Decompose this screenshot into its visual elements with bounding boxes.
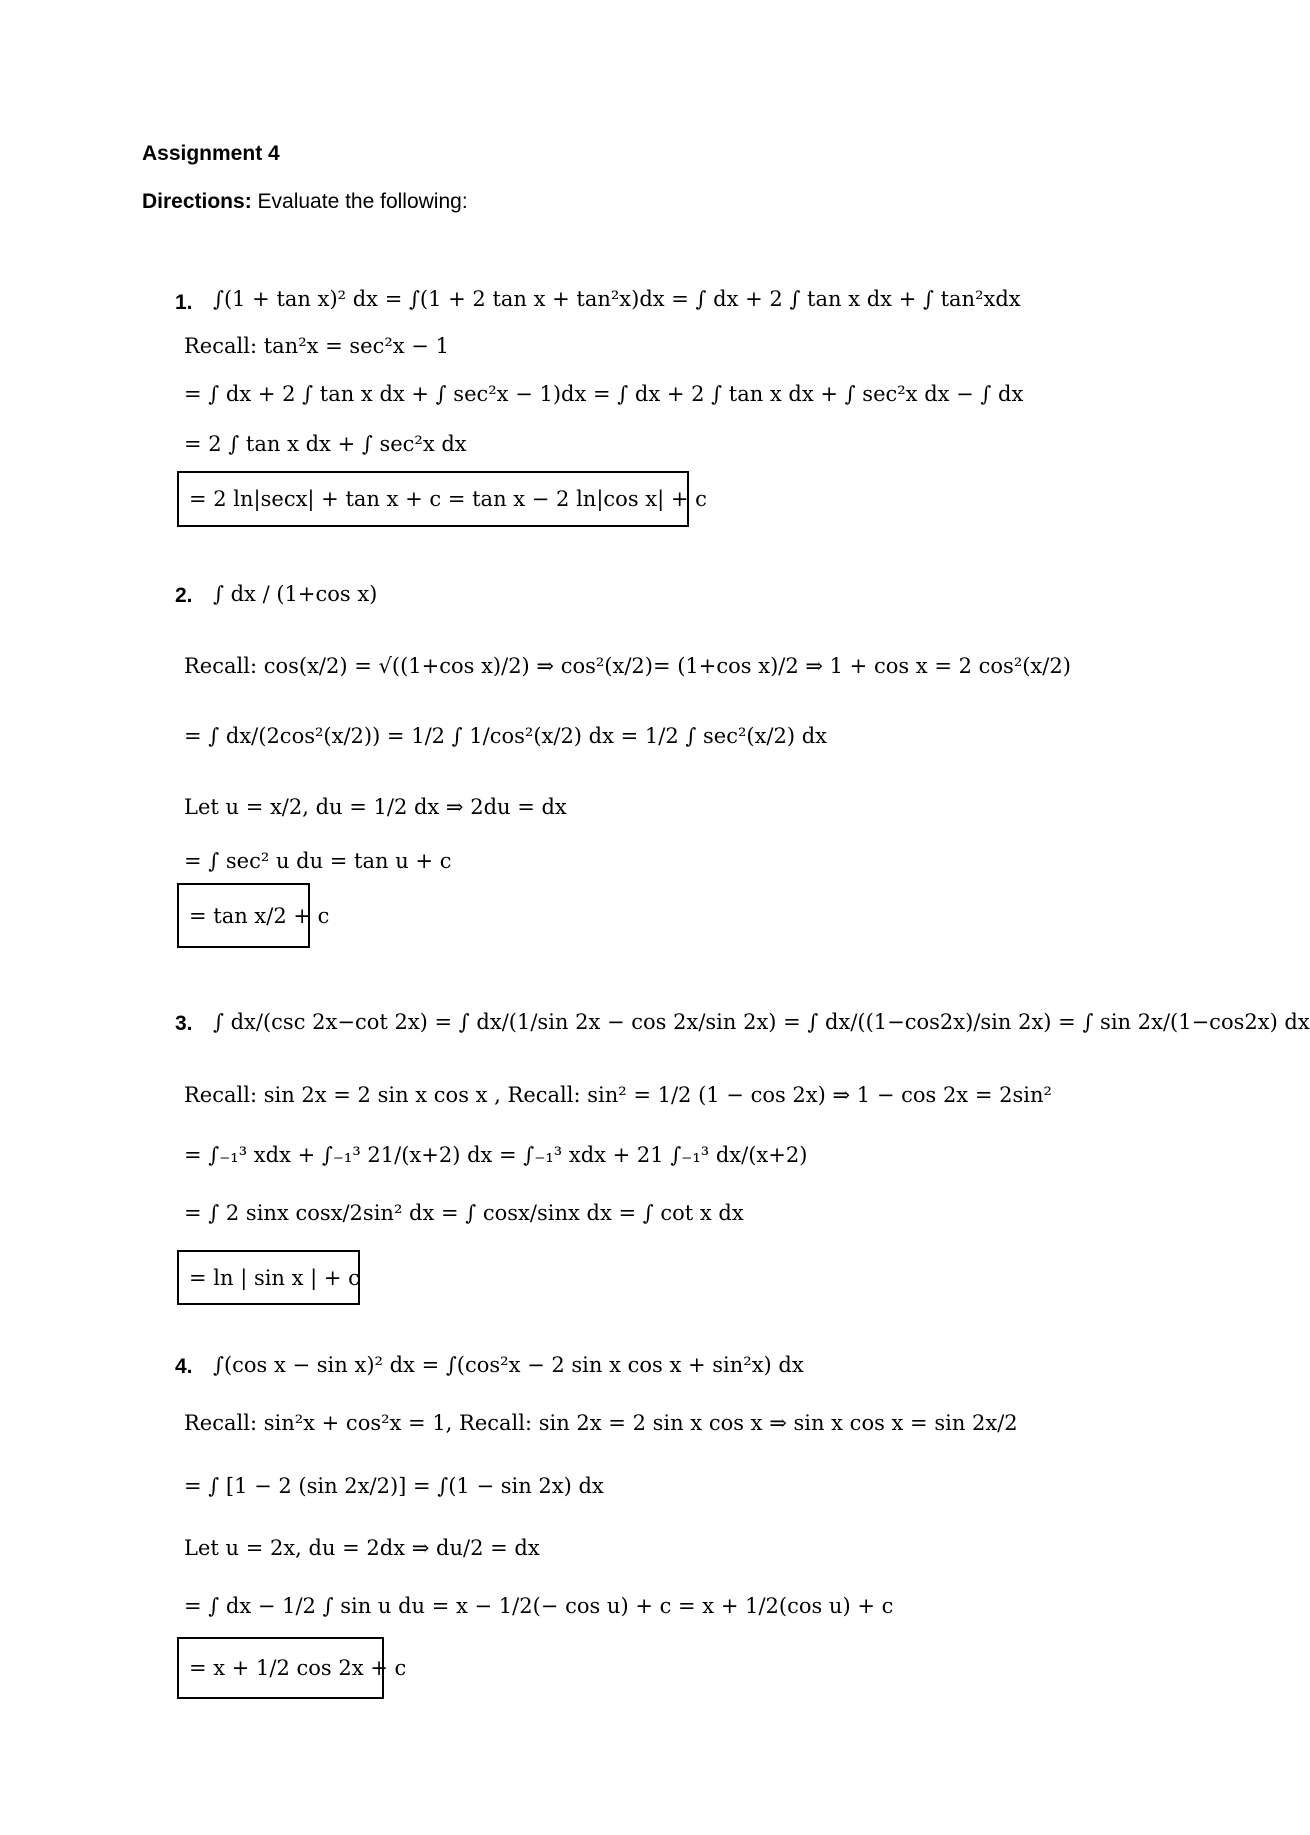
problem-4-line-2: = ∫ [1 − 2 (sin 2x/2)] = ∫(1 − sin 2x) dx [184,1474,604,1498]
problem-2-answer: = tan x/2 + c [189,903,330,928]
problem-3-statement: ∫ dx/(csc 2x−cot 2x) = ∫ dx/(1/sin 2x − cos 2x/sin 2x) = ∫ dx/((1−cos2x)/sin 2x) = ∫ sin 2x/(1−cos2x) dx [213,1010,1310,1034]
problem-4-number: 4. [175,1355,193,1378]
problem-4-statement: ∫(cos x − sin x)² dx = ∫(cos²x − 2 sin x cos x + sin²x) dx [213,1353,804,1377]
problem-1-number: 1. [175,291,193,314]
page-title: Assignment 4 [142,142,280,165]
problem-3-answer-box [177,1250,360,1305]
problem-1-line-2: = ∫ dx + 2 ∫ tan x dx + ∫ sec²x − 1)dx = ∫ dx + 2 ∫ tan x dx + ∫ sec²x dx − ∫ dx [184,382,1024,406]
problem-3-line-3: = ∫ 2 sinx cosx/2sin² dx = ∫ cosx/sinx dx = ∫ cot x dx [184,1201,744,1225]
problem-2-line-1: Recall: cos(x/2) = √((1+cos x)/2) ⇒ cos²(x/2)= (1+cos x)/2 ⇒ 1 + cos x = 2 cos²(x/2) [184,654,1071,678]
problem-1-line-3: = 2 ∫ tan x dx + ∫ sec²x dx [184,432,467,456]
problem-2-line-2: = ∫ dx/(2cos²(x/2)) = 1/2 ∫ 1/cos²(x/2) dx = 1/2 ∫ sec²(x/2) dx [184,724,828,748]
problem-3-number: 3. [175,1012,193,1035]
problem-4-answer: = x + 1/2 cos 2x + c [189,1656,407,1680]
problem-2-line-3: Let u = x/2, du = 1/2 dx ⇒ 2du = dx [184,795,567,819]
problem-1-answer: = 2 ln|secx| + tan x + c = tan x − 2 ln|cos x| + c [189,487,707,511]
problem-4-answer-box [177,1637,407,1699]
problem-1-line-1: Recall: tan²x = sec²x − 1 [184,334,449,358]
problem-3-answer: = ln | sin x | + c [189,1265,360,1290]
problem-4-line-1: Recall: sin²x + cos²x = 1, Recall: sin 2x = 2 sin x cos x ⇒ sin x cos x = sin 2x/2 [184,1411,1018,1435]
problem-3-line-2: = ∫₋₁³ xdx + ∫₋₁³ 21/(x+2) dx = ∫₋₁³ xdx + 21 ∫₋₁³ dx/(x+2) [184,1143,808,1167]
directions [142,190,468,214]
problem-1-statement: ∫(1 + tan x)² dx = ∫(1 + 2 tan x + tan²x)dx = ∫ dx + 2 ∫ tan x dx + ∫ tan²xdx [213,287,1021,311]
problem-4-line-3: Let u = 2x, du = 2dx ⇒ du/2 = dx [184,1536,540,1560]
problem-3-line-1: Recall: sin 2x = 2 sin x cos x , Recall: sin² = 1/2 (1 − cos 2x) ⇒ 1 − cos 2x = 2sin² [184,1083,1052,1107]
problem-4-line-4: = ∫ dx − 1/2 ∫ sin u du = x − 1/2(− cos u) + c = x + 1/2(cos u) + c [184,1594,894,1618]
problem-1-answer-box [177,471,707,527]
problem-2-line-4: = ∫ sec² u du = tan u + c [184,849,452,873]
problem-2-number: 2. [175,584,193,607]
problem-2-answer-box [177,883,330,948]
directions-text: Evaluate the following: [251,190,468,213]
directions-label: Directions: [142,190,252,213]
problem-2-statement: ∫ dx / (1+cos x) [213,582,378,606]
